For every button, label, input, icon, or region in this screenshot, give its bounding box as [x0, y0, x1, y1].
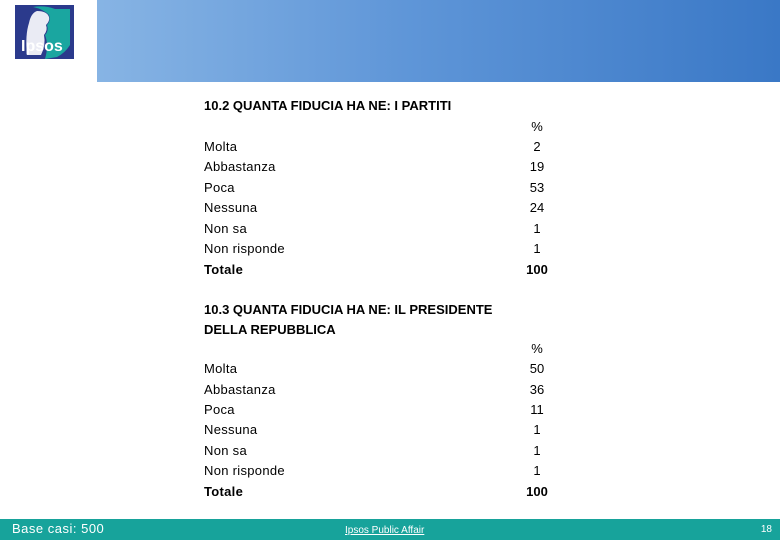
row-label: Non risponde — [204, 241, 285, 256]
table-row — [204, 380, 564, 400]
page-number: 18 — [760, 524, 772, 535]
row-value: 100 — [526, 484, 548, 499]
row-label: Non sa — [204, 221, 247, 236]
total-row — [204, 482, 564, 502]
row-value: 1 — [533, 422, 541, 437]
row-value: 2 — [533, 139, 541, 154]
row-label: Abbastanza — [204, 159, 276, 174]
header-banner — [97, 0, 780, 82]
table-row — [204, 219, 564, 239]
base-cases-label: Base casi: 500 — [12, 521, 105, 536]
row-label: Totale — [204, 484, 244, 499]
table-row — [204, 239, 564, 259]
table-row — [204, 157, 564, 177]
row-label: Poca — [204, 180, 235, 195]
table-row — [204, 137, 564, 157]
section-title: 10.3 QUANTA FIDUCIA HA NE: IL PRESIDENTE — [204, 302, 493, 317]
header-logo-area — [0, 0, 92, 82]
ipsos-logo — [15, 5, 74, 59]
row-label: Nessuna — [204, 422, 258, 437]
total-row — [204, 260, 564, 280]
unit-label: % — [531, 119, 543, 134]
row-value: 53 — [529, 180, 545, 195]
row-value: 19 — [529, 159, 545, 174]
table-row — [204, 420, 564, 440]
row-value: 50 — [529, 361, 545, 376]
row-label: Poca — [204, 402, 235, 417]
row-value: 11 — [530, 402, 544, 417]
section-title: 10.2 QUANTA FIDUCIA HA NE: I PARTITI — [204, 98, 452, 113]
row-label: Nessuna — [204, 200, 258, 215]
table-row — [204, 461, 564, 481]
table-row — [204, 400, 564, 420]
row-label: Totale — [204, 262, 244, 277]
row-label: Molta — [204, 139, 238, 154]
footer-link[interactable]: Ipsos Public Affair — [345, 525, 425, 536]
row-label: Molta — [204, 361, 238, 376]
row-value: 1 — [533, 221, 541, 236]
row-label: Non sa — [204, 443, 247, 458]
unit-label: % — [531, 341, 543, 356]
table-row — [204, 178, 564, 198]
row-label: Abbastanza — [204, 382, 276, 397]
table-row — [204, 441, 564, 461]
section-title-line2: DELLA REPUBBLICA — [204, 322, 336, 337]
row-value: 100 — [526, 262, 548, 277]
row-value: 1 — [533, 241, 541, 256]
unit-row — [204, 117, 564, 137]
footer-bar — [0, 519, 780, 540]
table-row — [204, 359, 564, 379]
row-value: 1 — [533, 463, 541, 478]
row-value: 1 — [533, 443, 541, 458]
table-row — [204, 198, 564, 218]
row-value: 36 — [529, 382, 545, 397]
unit-row — [204, 339, 564, 359]
row-label: Non risponde — [204, 463, 285, 478]
svg-text:Ipsos: Ipsos — [21, 38, 63, 55]
row-value: 24 — [529, 200, 545, 215]
